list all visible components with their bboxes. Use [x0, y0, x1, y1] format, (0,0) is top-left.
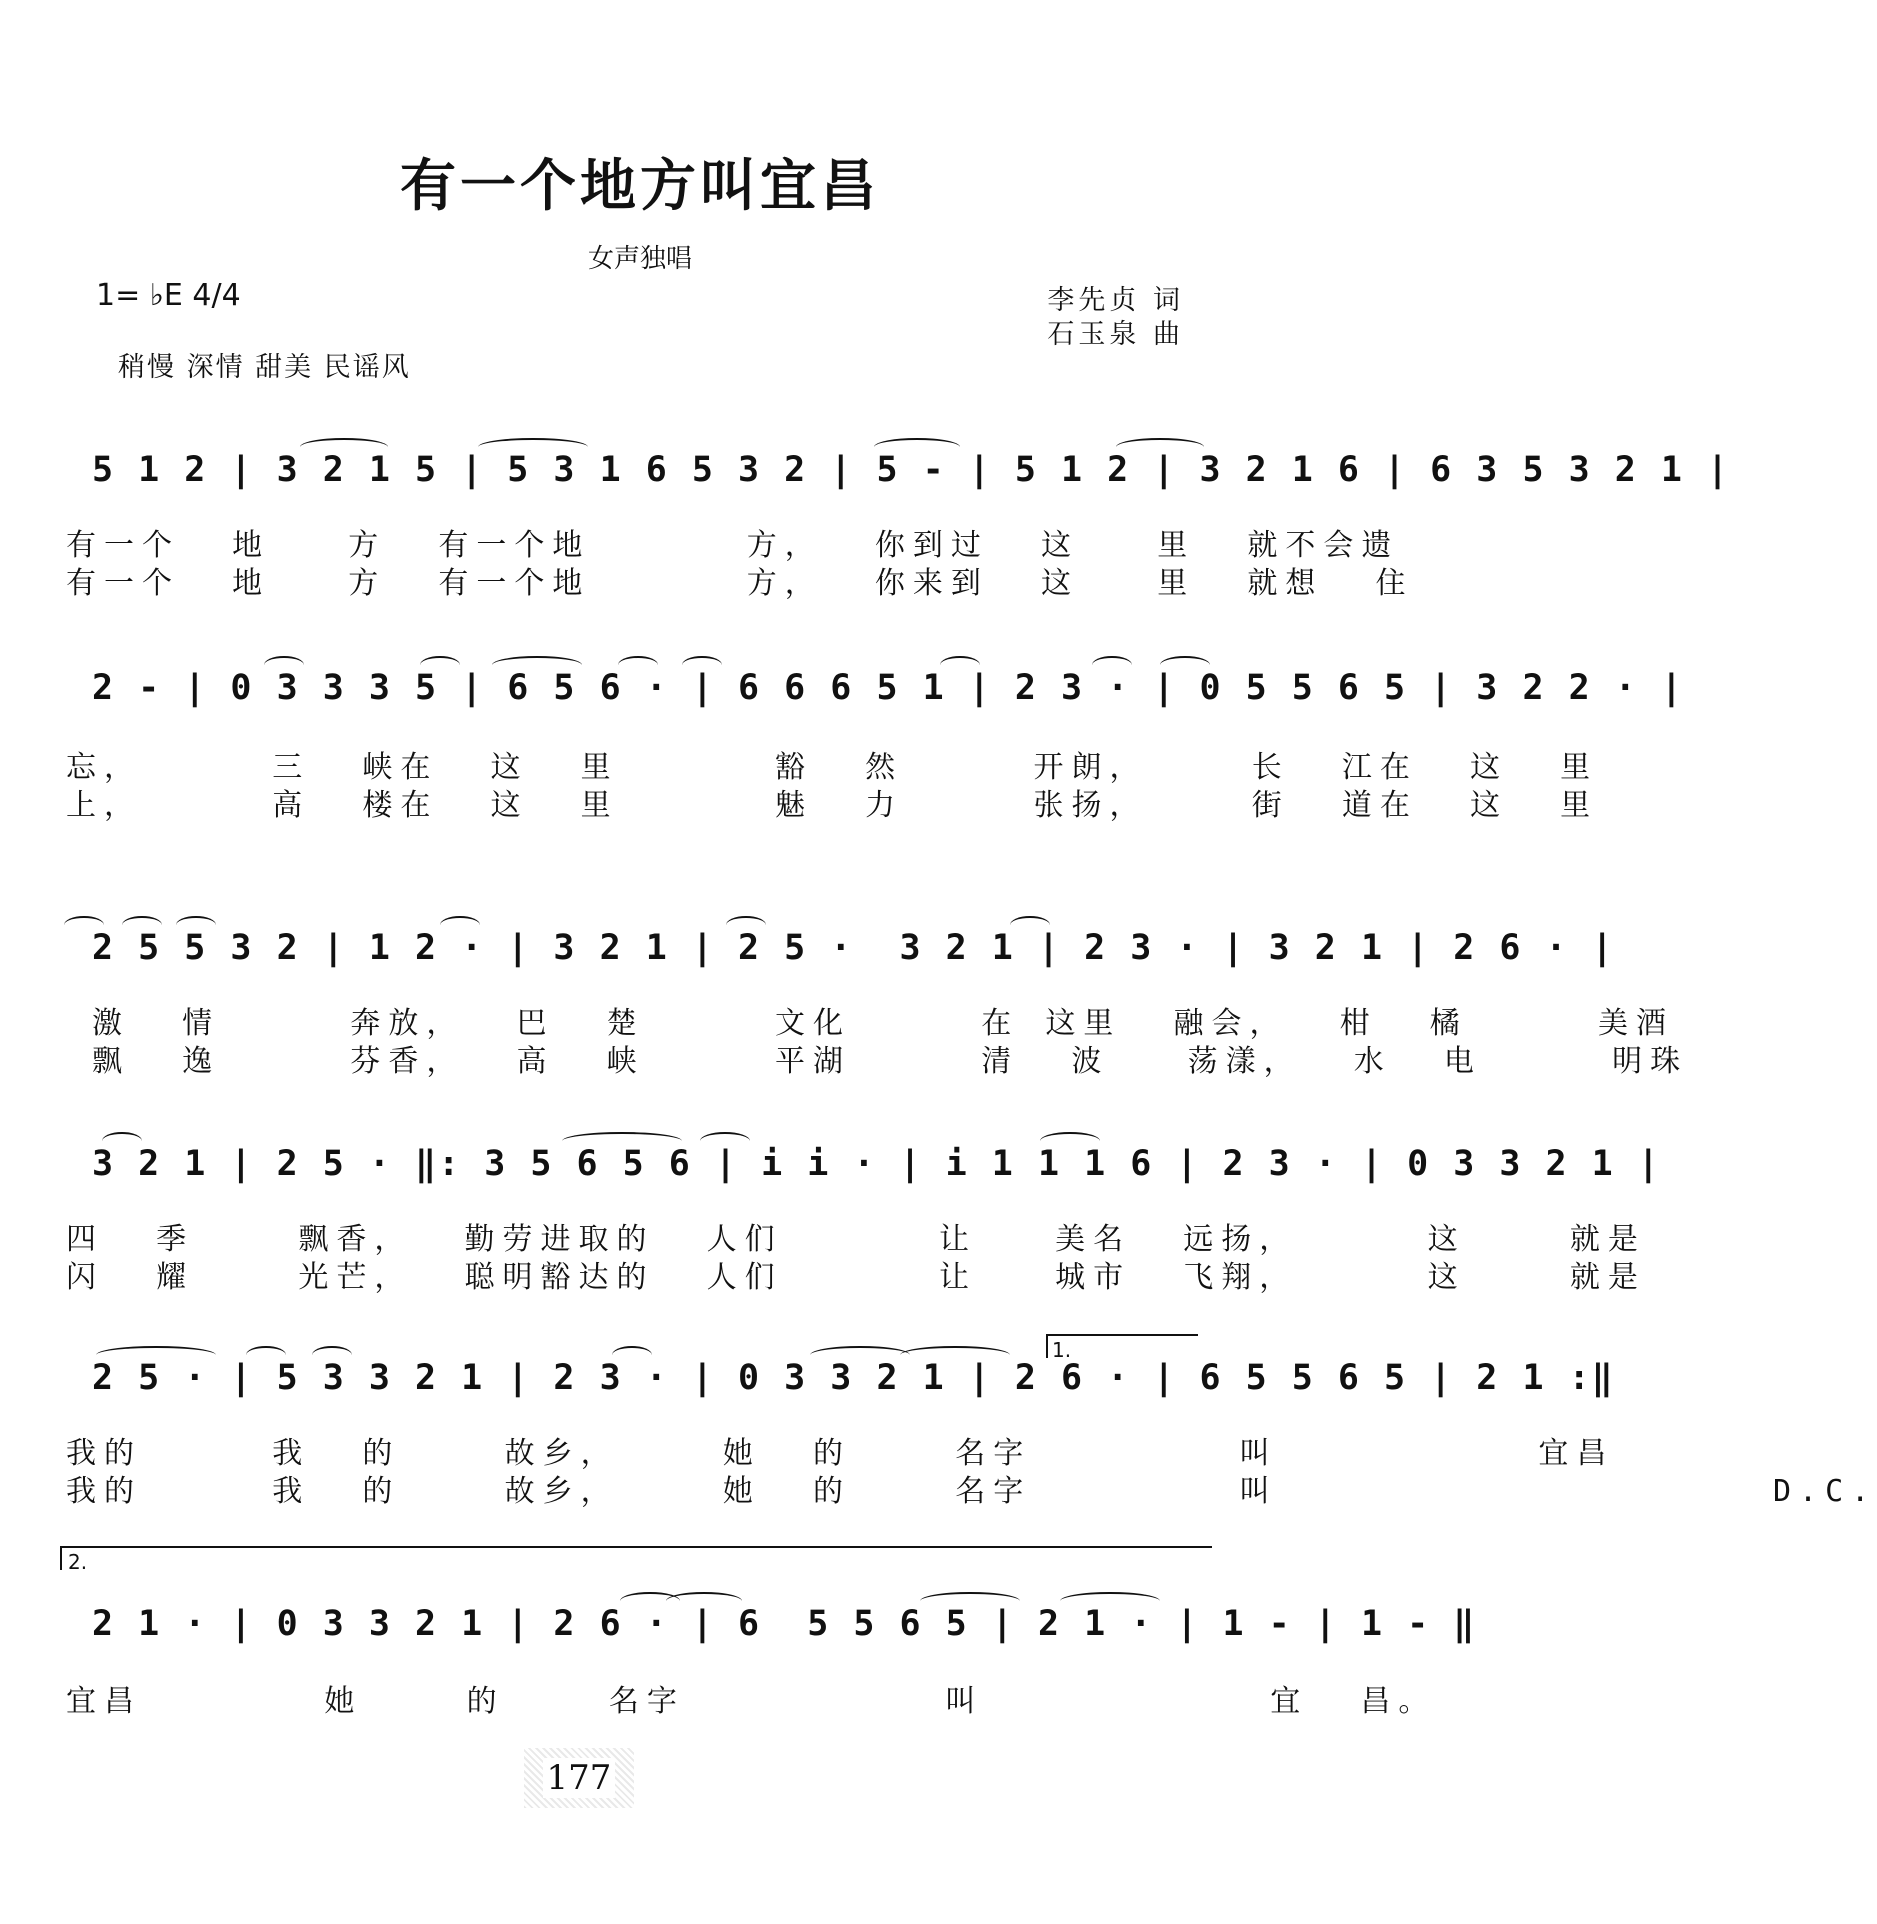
notation-line-5: 2 5 · | 5 3 3 2 1 | 2 3 · | 0 3 3 2 1 | 2 6 · | 6 5 5 6 5 | 2 1 :‖ — [92, 1358, 1615, 1398]
key-signature: 1= ♭E 4/4 — [96, 278, 241, 313]
first-ending-label: 1. — [1052, 1338, 1072, 1362]
lyric-line-4-verse-1: 四 季 飘香， 勤劳进取的 人们 让 美名 远扬， 这 就是 — [66, 1222, 1646, 1257]
lyric-line-4-verse-2: 闪 耀 光芒， 聪明豁达的 人们 让 城市 飞翔， 这 就是 — [66, 1260, 1646, 1295]
page-number-text: 177 — [543, 1758, 616, 1798]
lyric-line-3-verse-2: 飘 逸 芬香， 高 峡 平湖 清 波 荡漾， 水 电 明珠 — [92, 1044, 1689, 1079]
second-ending-bracket — [60, 1546, 1212, 1570]
tempo-marking: 稍慢 深情 甜美 民谣风 — [118, 352, 411, 383]
notation-line-2: 2 - | 0 3 3 3 5 | 6 5 6 · | 6 6 6 5 1 | 2 3 · | 0 5 5 6 5 | 3 2 2 · | — [92, 668, 1684, 708]
composer-credit: 石玉泉 曲 — [1047, 319, 1184, 350]
notation-line-6: 2 1 · | 0 3 3 2 1 | 2 6 · | 6 5 5 6 5 | 2 1 · | 1 - | 1 - ‖ — [92, 1604, 1477, 1644]
lyricist-credit: 李先贞 词 — [1047, 285, 1184, 316]
song-subtitle: 女声独唱 — [587, 244, 692, 274]
lyric-line-3-verse-1: 激 情 奔放， 巴 楚 文化 在 这里 融会， 柑 橘 美酒 — [92, 1006, 1675, 1041]
notation-line-3: 2 5 5 3 2 | 1 2 · | 3 2 1 | 2 5 · 3 2 1 | 2 3 · | 3 2 1 | 2 6 · | — [92, 928, 1615, 968]
lyric-line-2-verse-2: 上， 高 楼在 这 里 魅 力 张扬， 街 道在 这 里 — [66, 788, 1599, 823]
second-ending-label: 2. — [68, 1550, 88, 1574]
lyric-line-6: 宜昌 她 的 名字 叫 宜 昌。 — [66, 1684, 1437, 1719]
lyric-line-1-verse-2: 有一个 地 方 有一个地 方， 你来到 这 里 就想 住 — [66, 566, 1414, 601]
lyric-line-5-verse-2: 我的 我 的 故乡， 她 的 名字 叫 D.C. — [66, 1474, 1877, 1509]
notation-line-4: 3 2 1 | 2 5 · ‖: 3 5 6 5 6 | i i · | i 1 1 1 6 | 2 3 · | 0 3 3 2 1 | — [92, 1144, 1661, 1184]
song-title: 有一个地方叫宜昌 — [400, 154, 880, 219]
notation-line-1: 5 1 2 | 3 2 1 5 | 5 3 1 6 5 3 2 | 5 - | 5 1 2 | 3 2 1 6 | 6 3 5 3 2 1 | — [92, 450, 1731, 490]
lyric-line-5-verse-1: 我的 我 的 故乡， 她 的 名字 叫 宜昌 — [66, 1436, 1615, 1471]
lyric-line-2-verse-1: 忘， 三 峡在 这 里 豁 然 开朗， 长 江在 这 里 — [66, 750, 1599, 785]
lyric-line-1-verse-1: 有一个 地 方 有一个地 方， 你到过 这 里 就不会遗 — [66, 528, 1400, 563]
page-number — [524, 1748, 634, 1808]
